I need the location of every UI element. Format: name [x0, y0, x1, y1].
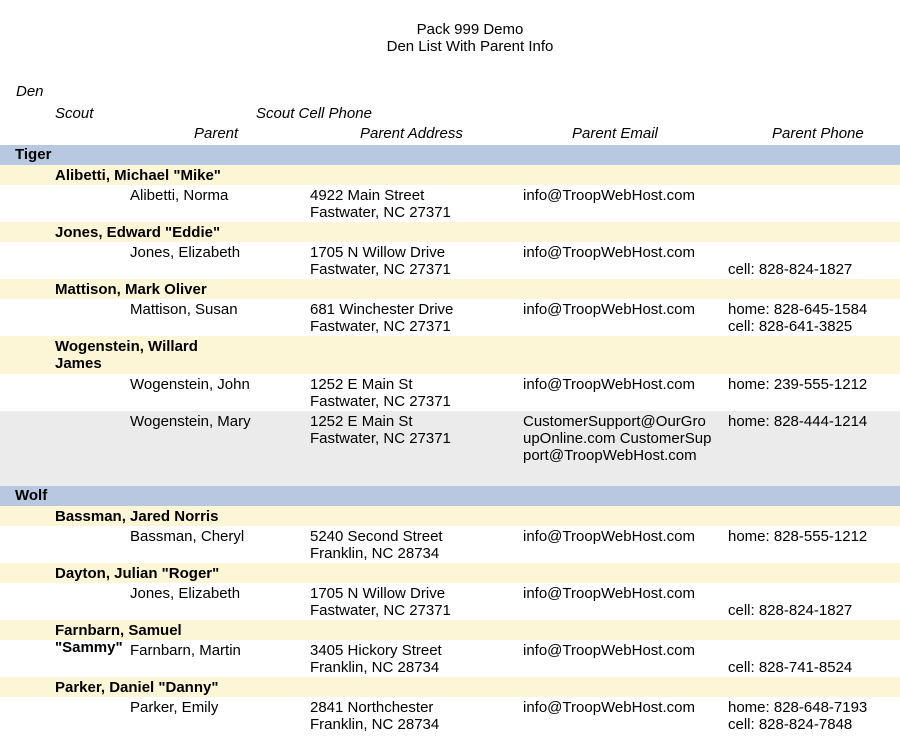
- parent-phone-home: home: 828-648-7193: [728, 699, 868, 716]
- parent-address-line1: 681 Winchester Drive: [310, 301, 454, 318]
- parent-address-line2: Franklin, NC 28734: [310, 716, 440, 733]
- parent-address-line1: 2841 Northchester: [310, 699, 434, 716]
- scout-name: Mattison, Mark Oliver: [55, 281, 207, 298]
- parent-row: [0, 526, 900, 563]
- parent-address-line2: Fastwater, NC 27371: [310, 602, 451, 619]
- parent-phone-cell: cell: 828-641-3825: [728, 318, 853, 335]
- parent-address-line1: 1705 N Willow Drive: [310, 244, 446, 261]
- parent-row: [0, 697, 900, 734]
- scout-row: [0, 506, 900, 526]
- scout-name: Alibetti, Michael "Mike": [55, 167, 221, 184]
- den-name: Tiger: [15, 146, 52, 163]
- parent-phone-cell: cell: 828-824-1827: [728, 261, 853, 278]
- header-parent: Parent: [194, 125, 239, 142]
- parent-name: Jones, Elizabeth: [130, 244, 241, 261]
- parent-row: [0, 640, 900, 677]
- parent-email: info@TroopWebHost.com: [523, 244, 695, 261]
- header-scout: Scout: [55, 105, 94, 122]
- parent-row: [0, 411, 900, 486]
- report-title-line1: Pack 999 Demo: [416, 21, 524, 38]
- scout-name: Jones, Edward "Eddie": [55, 224, 221, 241]
- parent-phone-home: home: 828-444-1214: [728, 413, 868, 430]
- parent-address: [310, 376, 451, 410]
- scout-row: [0, 279, 900, 299]
- parent-row: [0, 185, 900, 222]
- parent-email: info@TroopWebHost.com: [523, 585, 695, 602]
- parent-address-line2: Franklin, NC 28734: [310, 659, 440, 676]
- parent-email: info@TroopWebHost.com: [523, 301, 695, 318]
- parent-address: [310, 699, 439, 733]
- scout-name: Dayton, Julian "Roger": [55, 565, 220, 582]
- parent-address-line2: Franklin, NC 28734: [310, 545, 440, 562]
- parent-address: [310, 642, 442, 676]
- scout-name: Bassman, Jared Norris: [55, 508, 219, 525]
- parent-address-line2: Fastwater, NC 27371: [310, 430, 451, 447]
- parent-email: info@TroopWebHost.com: [523, 528, 695, 545]
- parent-address: [310, 187, 451, 221]
- parent-name: Wogenstein, John: [130, 376, 250, 393]
- parent-name: Bassman, Cheryl: [130, 528, 245, 545]
- header-den: Den: [16, 83, 44, 100]
- scout-row: [0, 563, 900, 583]
- parent-email: info@TroopWebHost.com: [523, 699, 695, 716]
- parent-address-line2: Fastwater, NC 27371: [310, 204, 451, 221]
- parent-name: Wogenstein, Mary: [130, 413, 251, 430]
- den-row: [0, 486, 900, 506]
- parent-address-line1: 1705 N Willow Drive: [310, 585, 446, 602]
- parent-phone-home: home: 828-645-1584: [728, 301, 868, 318]
- report-title-line2: Den List With Parent Info: [386, 38, 554, 55]
- parent-phone-home: home: 239-555-1212: [728, 376, 868, 393]
- parent-address: [310, 585, 451, 619]
- header-scout-cell-phone: Scout Cell Phone: [256, 105, 372, 122]
- parent-address: [310, 244, 451, 278]
- parent-phone-home: home: 828-555-1212: [728, 528, 868, 545]
- scout-row: [0, 222, 900, 242]
- parent-name: Mattison, Susan: [130, 301, 238, 318]
- scout-name: Farnbarn, Samuel "Sammy": [55, 622, 182, 656]
- header-parent-address: Parent Address: [360, 125, 463, 142]
- parent-phone-cell: cell: 828-741-8524: [728, 659, 853, 676]
- parent-address: [310, 528, 443, 562]
- parent-name: Alibetti, Norma: [130, 187, 229, 204]
- scout-name: Wogenstein, Willard James: [55, 338, 198, 372]
- parent-phone-cell: cell: 828-824-1827: [728, 602, 853, 619]
- parent-address-line2: Fastwater, NC 27371: [310, 393, 451, 410]
- parent-email: info@TroopWebHost.com: [523, 187, 695, 204]
- scout-name: Parker, Daniel "Danny": [55, 679, 219, 696]
- parent-address-line1: 4922 Main Street: [310, 187, 425, 204]
- parent-row: [0, 583, 900, 620]
- parent-name: Jones, Elizabeth: [130, 585, 241, 602]
- parent-row: [0, 242, 900, 279]
- parent-address-line2: Fastwater, NC 27371: [310, 261, 451, 278]
- parent-address-line1: 3405 Hickory Street: [310, 642, 442, 659]
- scout-row: [0, 677, 900, 697]
- scout-row: [0, 165, 900, 185]
- scout-row: [0, 336, 900, 374]
- parent-address-line1: 1252 E Main St: [310, 376, 413, 393]
- parent-row: [0, 299, 900, 336]
- parent-address-line1: 5240 Second Street: [310, 528, 443, 545]
- den-name: Wolf: [15, 487, 48, 504]
- den-row: [0, 145, 900, 165]
- parent-address: [310, 413, 451, 447]
- parent-name: Farnbarn, Martin: [130, 642, 241, 659]
- parent-email: CustomerSupport@OurGroupOnline.com CustomerSupport@TroopWebHost.com: [523, 413, 712, 464]
- report-title: [0, 21, 900, 55]
- parent-address: [310, 301, 453, 335]
- parent-name: Parker, Emily: [130, 699, 219, 716]
- parent-address-line2: Fastwater, NC 27371: [310, 318, 451, 335]
- parent-phone-cell: cell: 828-824-7848: [728, 716, 853, 733]
- parent-email: info@TroopWebHost.com: [523, 642, 695, 659]
- parent-row: [0, 374, 900, 411]
- parent-address-line1: 1252 E Main St: [310, 413, 413, 430]
- header-parent-email: Parent Email: [572, 125, 658, 142]
- parent-email: info@TroopWebHost.com: [523, 376, 695, 393]
- header-parent-phone: Parent Phone: [772, 125, 864, 142]
